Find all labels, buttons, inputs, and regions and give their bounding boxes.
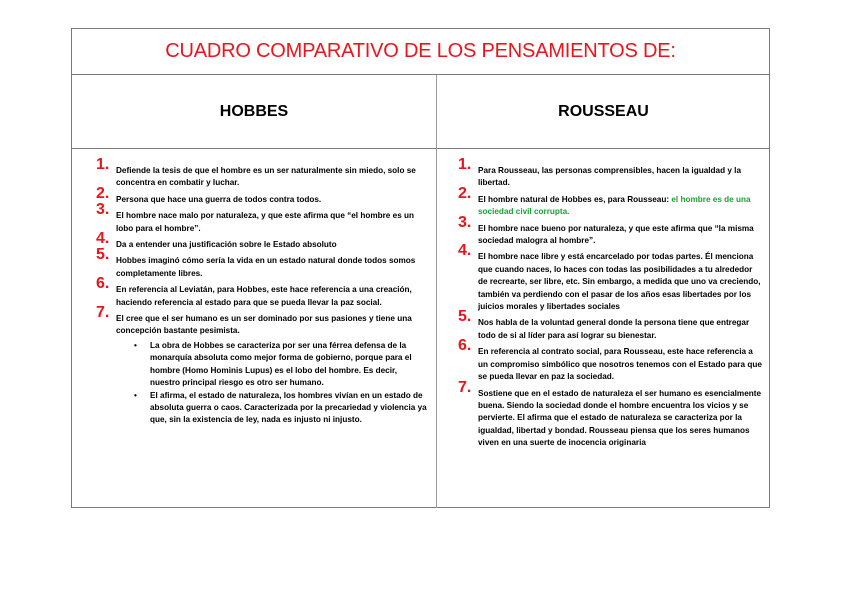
- item-number: 7.: [96, 304, 110, 322]
- hobbes-item-6: [96, 275, 428, 309]
- hobbes-item-1: [96, 156, 428, 190]
- item-text: Da a entender una justificación sobre le Estado absoluto: [116, 240, 337, 250]
- header-row: [72, 75, 769, 149]
- item-number: 3.: [458, 213, 472, 231]
- item-text: Defiende la tesis de que el hombre es un ser naturalmente sin miedo, solo se concentra en combatir y luchar.: [116, 166, 416, 188]
- highlight-text: el hombre es de una sociedad civil corrupta.: [478, 194, 751, 217]
- item-number: 5.: [96, 246, 110, 264]
- column-header-rousseau: ROUSSEAU: [558, 102, 649, 120]
- rousseau-item-5: [458, 308, 762, 342]
- rousseau-column: [458, 156, 762, 454]
- item-number: 2.: [458, 184, 472, 202]
- bullet-icon: •: [134, 390, 137, 400]
- item-number: 1.: [458, 156, 472, 173]
- rousseau-item-4: [458, 242, 762, 313]
- item-text: El hombre nace malo por naturaleza, y que este afirma que “el hombre es un lobo para el hombre”.: [116, 211, 415, 233]
- rousseau-item-2: [458, 184, 762, 219]
- hobbes-sublist: [116, 340, 428, 427]
- column-header-hobbes: HOBBES: [219, 102, 289, 120]
- title-row: [72, 29, 769, 75]
- item-number: 7.: [458, 378, 472, 396]
- hobbes-item-5: [96, 246, 428, 280]
- item-text: El hombre nace libre y está encarcelado por todas partes. Él menciona que cuando naces, lo haces con todas las posibilidades a tu alrededor de recrearte, ser libre, etc. Sin embargo, a medida que uno va creciendo, también va perdiendo con el pasar de los años esas libertades por los juicios morales y libertades sociales: [478, 252, 761, 312]
- bullet-icon: •: [134, 340, 137, 350]
- item-number: 2.: [96, 184, 110, 202]
- item-text: Nos habla de la voluntad general donde la persona tiene que entregar todo de si al líder para así lograr su bienestar.: [478, 318, 750, 340]
- rousseau-item-7: [458, 378, 762, 450]
- item-text: Para Rousseau, las personas comprensibles, hacen la igualdad y la libertad.: [478, 166, 742, 188]
- item-text: Sostiene que en el estado de naturaleza el ser humano es esencialmente buena. Siendo la sociedad donde el hombre encuentra los vicios y se pervierte. El afirma que el estado de naturaleza se caracteriza por la igualdad, libertad y bondad. Rousseau piensa que los seres humanos viven en una suerte de inocencia originaria: [478, 388, 762, 448]
- item-number: 4.: [458, 242, 472, 260]
- item-number: 6.: [96, 275, 110, 293]
- item-number: 3.: [96, 201, 110, 219]
- item-text: El cree que el ser humano es un ser dominado por sus pasiones y tiene una concepción bastante pesimista.: [116, 314, 412, 336]
- item-text: En referencia al contrato social, para Rousseau, este hace referencia a un compromiso simbólico que nosotros tenemos con el Estado para que se pueda llevar en paz la sociedad.: [478, 347, 762, 382]
- item-number: 6.: [458, 337, 472, 355]
- comparison-table: [71, 28, 770, 508]
- hobbes-item-7: [96, 304, 428, 427]
- rousseau-item-3: [458, 213, 762, 248]
- item-number: 5.: [458, 308, 472, 326]
- subitem-text: La obra de Hobbes se caracteriza por ser una férrea defensa de la monarquía absoluta como mejor forma de gobierno, porque para el hombre (Homo Hominis Lupus) es el lobo del hombre. Es decir, nuestro principal riesgo es otro ser humano.: [150, 340, 412, 388]
- item-text: Hobbes imaginó cómo sería la vida en un estado natural donde todos somos completamente libres.: [116, 256, 416, 278]
- column-divider: [436, 75, 437, 508]
- hobbes-item-3: [96, 201, 428, 235]
- item-text: Persona que hace una guerra de todos contra todos.: [116, 194, 322, 204]
- subitem-text: El afirma, el estado de naturaleza, los hombres vivían en un estado de absoluta guerra o caos. Caracterizada por la precariedad y violencia ya que, sin la existencia de ley, nada es injusto ni injusto.: [150, 390, 427, 425]
- hobbes-subitem: [116, 390, 428, 427]
- rousseau-item-6: [458, 337, 762, 383]
- hobbes-column: [96, 156, 428, 431]
- rousseau-item-1: [458, 156, 762, 190]
- page-title: CUADRO COMPARATIVO DE LOS PENSAMIENTOS DE:: [165, 40, 676, 62]
- hobbes-item-4: [96, 230, 428, 251]
- hobbes-subitem: [116, 340, 428, 390]
- item-number: 1.: [96, 156, 110, 173]
- item-text: En referencia al Leviatán, para Hobbes, este hace referencia a una creación, haciendo referencia al estado para que se pueda llevar la paz social.: [116, 285, 412, 307]
- item-number: 4.: [96, 230, 110, 248]
- hobbes-item-2: [96, 184, 428, 206]
- item-text: El hombre nace bueno por naturaleza, y que este afirma que “la misma sociedad malogra al hombre”.: [478, 223, 754, 246]
- item-text: El hombre natural de Hobbes es, para Rousseau:: [478, 194, 672, 204]
